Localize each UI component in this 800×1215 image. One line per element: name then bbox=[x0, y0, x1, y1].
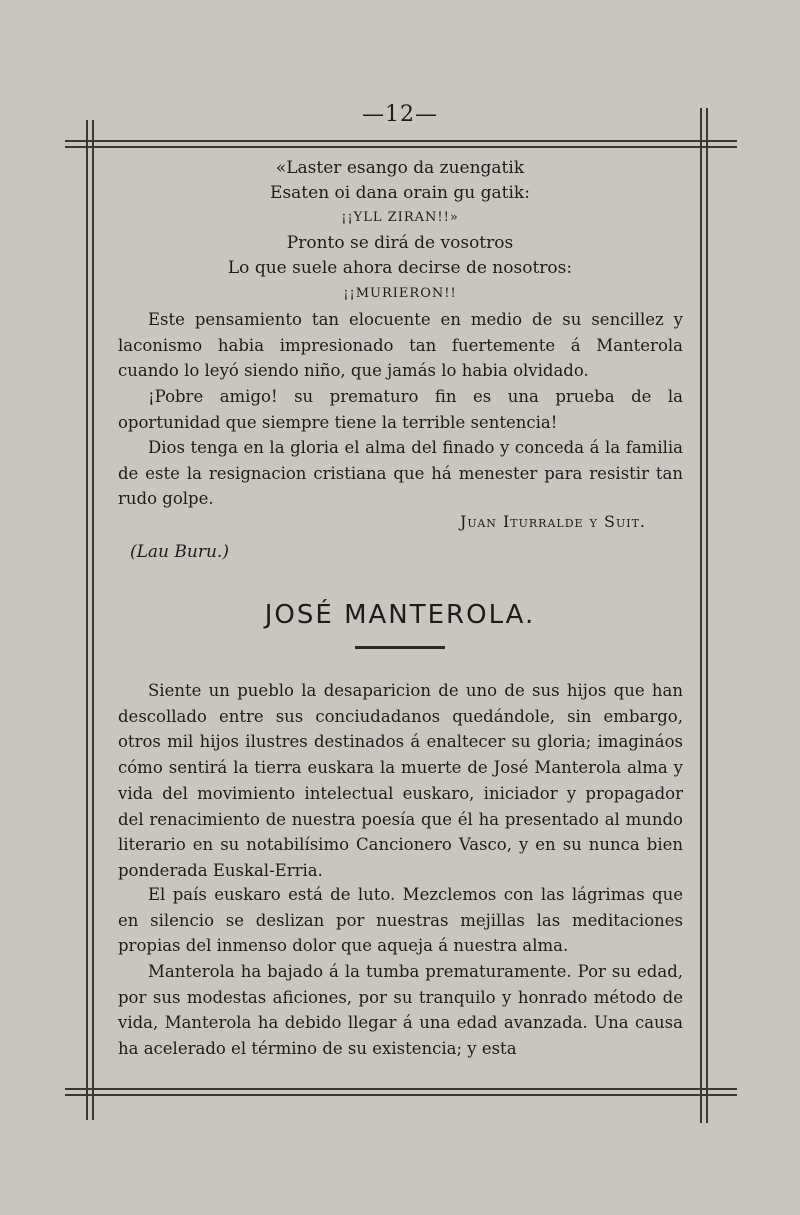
poem-line-2: Esaten oi dana orain gu gatik: bbox=[270, 183, 530, 203]
paragraph: Siente un pueblo la desaparicion de uno de sus hijos que han descollado entre sus conciudadanos quedándole, sin embargo, otros mil hijos ilustres destinados á enaltecer su gloria; imagináos cómo sentirá la tierra euskara la muerte de José Manterola alma y vida del movimiento intelectual euskaro, iniciador y propagador del renacimiento de nuestra poesía que él ha presentado al mundo literario en su notabilísimo Cancionero Vasco, y en su nunca bien ponderada Euskal-Erria. bbox=[118, 681, 683, 880]
paragraph: Manterola ha bajado á la tumba prematuramente. Por su edad, por sus modestas aficiones, por su tranquilo y honrado método de vida, Manterola ha debido llegar á una edad avanzada. Una causa ha acelerado el término de su existencia; y esta bbox=[118, 962, 683, 1059]
poem-line-5: Lo que suele ahora decirse de nosotros: bbox=[227, 258, 573, 278]
frame-top-rule bbox=[65, 140, 737, 142]
poem-line-3: ¡¡YLL ZIRAN!!» bbox=[341, 210, 459, 225]
paragraph: Dios tenga en la gloria el alma del finado y conceda á la familia de este la resignacion cristiana que há menester para resistir tan rudo golpe. bbox=[118, 438, 683, 509]
poem-line-1: «Laster esango da zuengatik bbox=[275, 158, 525, 178]
source-citation: (Lau Buru.) bbox=[130, 542, 229, 562]
poem-line-4: Pronto se dirá de vosotros bbox=[286, 233, 514, 253]
frame-bottom-rule-inner bbox=[65, 1094, 737, 1096]
paragraph: ¡Pobre amigo! su prematuro fin es una prueba de la oportunidad que siempre tiene la terrible sentencia! bbox=[118, 387, 683, 432]
paragraph: El país euskaro está de luto. Mezclemos con las lágrimas que en silencio se deslizan por nuestras mejillas las meditaciones propias del inmenso dolor que aqueja á nuestra alma. bbox=[118, 885, 683, 956]
paragraph: Este pensamiento tan elocuente en medio de su sencillez y laconismo habia impresionado tan fuertemente á Manterola cuando lo leyó siendo niño, que jamás lo habia olvidado. bbox=[118, 310, 683, 381]
page-number: —12— bbox=[362, 102, 438, 127]
poem-line-6: ¡¡MURIERON!! bbox=[343, 286, 457, 301]
section-heading: JOSÉ MANTEROLA. bbox=[264, 600, 536, 630]
signature: Juan Iturralde y Suit. bbox=[459, 512, 646, 531]
frame-left-rule bbox=[86, 120, 88, 1120]
frame-bottom-rule bbox=[65, 1088, 737, 1090]
heading-rule bbox=[355, 646, 445, 649]
frame-top-rule-inner bbox=[65, 146, 737, 148]
